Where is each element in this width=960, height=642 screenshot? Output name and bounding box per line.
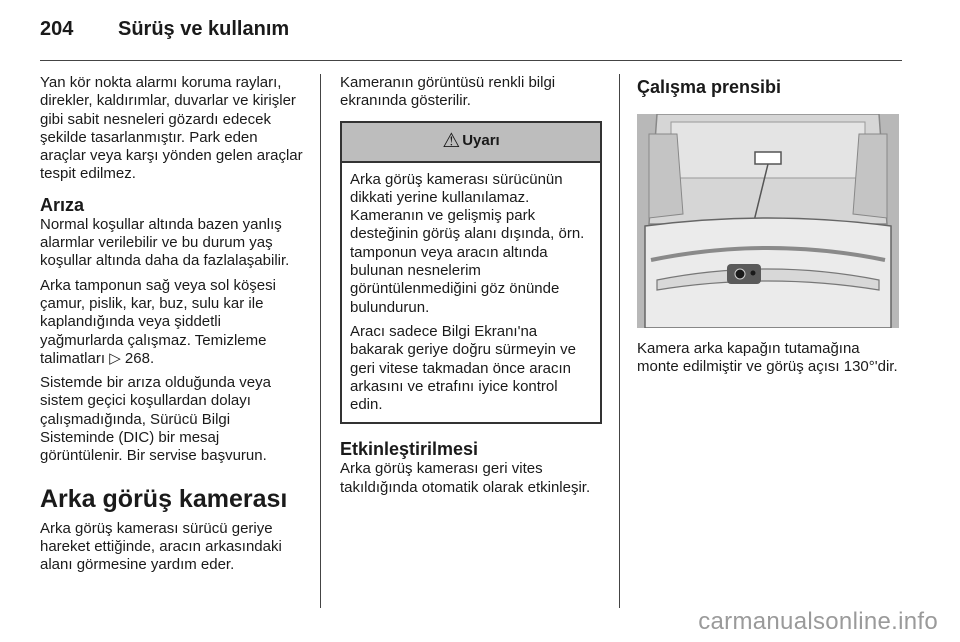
warning-triangle-icon: ⚠ xyxy=(442,130,461,153)
warning-paragraph-1: Arka görüş kamerası sürücünün dikkati yerine kullanılamaz. Kameranın ve gelişmiş park desteğinin görüş alanı dışında, örn. tamponun veya aracın altında bulunan nesnelerim görüntülenmediğini göz önünde bulundurun. xyxy=(350,170,585,316)
activation-heading: Etkinleştirilmesi xyxy=(340,439,479,460)
activation-paragraph: Arka görüş kamerası geri vites takıldığında otomatik olarak etkinleşir. xyxy=(340,460,591,496)
camera-paragraph-1: Arka görüş kamerası sürücü geriye hareket ettiğinde, aracın arkasındaki alanı görmesine yardım eder. xyxy=(40,519,282,574)
page-header xyxy=(40,18,289,41)
warning-title: Uyarı xyxy=(462,132,500,150)
camera-section-heading: Arka görüş kamerası xyxy=(40,484,288,513)
fault-paragraph-2: Arka tamponun sağ veya sol köşesi çamur, pislik, kar, buz, sulu kar ile kaplandığında veya şiddetli yağmurlarda çalışmaz. Temizleme talimatları ▷ 268. xyxy=(40,276,276,367)
warning-header xyxy=(342,123,600,163)
header-divider xyxy=(40,60,902,61)
column-2 xyxy=(340,74,602,503)
fault-paragraph-2-text: Arka tamponun sağ veya sol köşesi çamur, pislik, kar, buz, sulu kar ile kaplandığında veya şiddetli yağmurlarda çalışmaz. Temizleme talimatları xyxy=(40,276,276,367)
warning-box xyxy=(340,121,602,425)
operation-heading: Çalışma prensibi xyxy=(637,77,782,97)
page-reference-link[interactable]: 268 xyxy=(124,349,150,367)
figure-caption: Kamera arka kapağın tutamağına monte edilmiştir ve görüş açısı 130°'dir. xyxy=(637,340,898,376)
camera-location-svg xyxy=(637,114,899,328)
camera-location-illustration xyxy=(637,114,899,328)
fault-paragraph-3: Sistemde bir arıza olduğunda veya sistem geçici koşullardan dolayı çalışmadığında, Sürücü Bilgi Sisteminde (DIC) bir mesaj görüntülenir. Bir servise başvurun. xyxy=(40,374,271,465)
column-3 xyxy=(637,74,903,383)
page-reference-arrow-icon: ▷ xyxy=(109,349,121,367)
column-divider-2 xyxy=(619,74,620,608)
page-number: 204 xyxy=(40,18,74,40)
watermark: carmanualsonline.info xyxy=(698,608,938,635)
column-divider-1 xyxy=(320,74,321,608)
intro-paragraph: Yan kör nokta alarmı koruma rayları, direkler, kaldırımlar, duvarlar ve kirişler gibi sabit nesneleri gözardı edecek şekilde tasarlanmıştır. Park eden araçlar veya karşı yönden gelen araçlar tespit edilmez. xyxy=(40,74,303,183)
fault-paragraph-1: Normal koşullar altında bazen yanlış alarmlar verilebilir ve bu durum yaş koşullar altında daha da fazlalaşabilir. xyxy=(40,215,290,270)
fault-heading: Arıza xyxy=(40,194,85,215)
warning-paragraph-2: Aracı sadece Bilgi Ekranı'na bakarak geriye doğru sürmeyin ve geri vitese takmadan önce aracın arkasını ve etrafını iyice kontrol edin. xyxy=(350,322,576,414)
chapter-title: Sürüş ve kullanım xyxy=(118,18,290,40)
warning-body xyxy=(342,163,600,423)
column-1 xyxy=(40,74,304,581)
display-paragraph: Kameranın görüntüsü renkli bilgi ekranında gösterilir. xyxy=(340,74,556,110)
